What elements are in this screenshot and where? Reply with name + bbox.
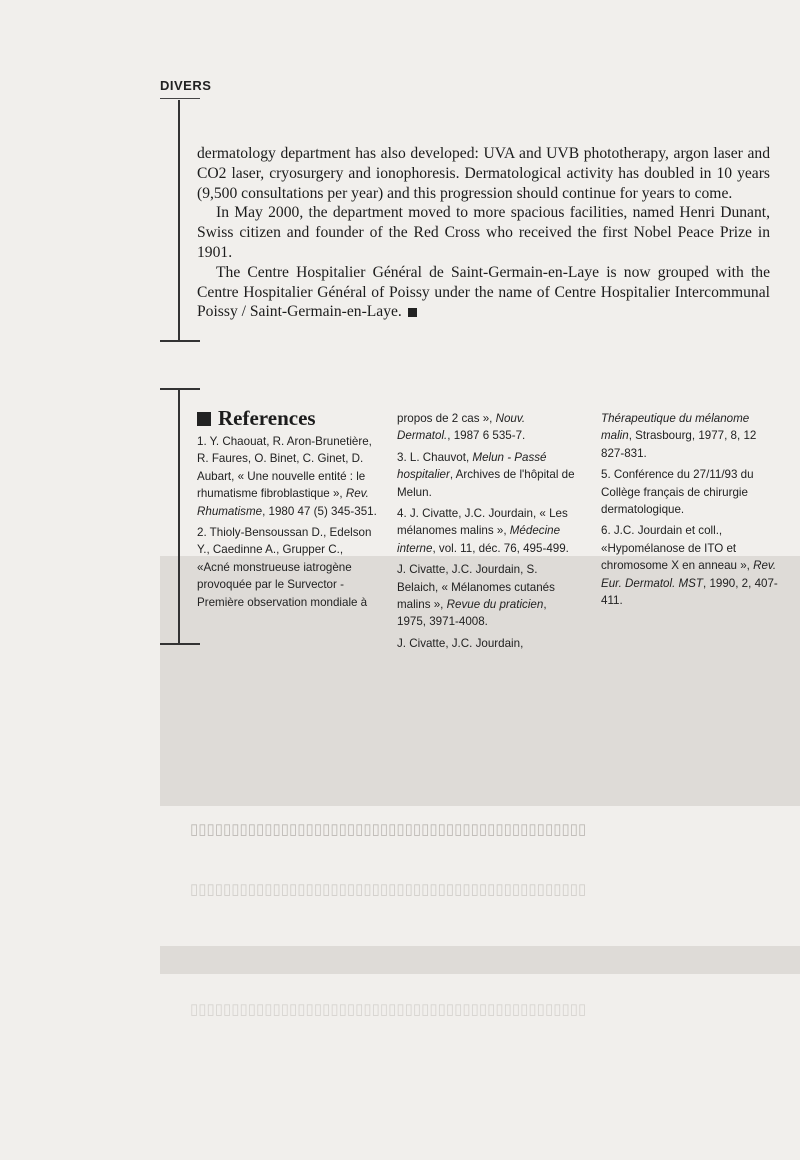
left-bracket-rule-lower bbox=[178, 388, 180, 643]
bracket-foot-upper bbox=[160, 340, 200, 342]
body-paragraph bbox=[197, 263, 770, 322]
reference-item: J. Civatte, J.C. Jourdain, S. Belaich, « Mélanomes cutanés malins », Revue du praticien, 1975, 3971-4008. bbox=[397, 563, 555, 629]
reference-item: 4. J. Civatte, J.C. Jourdain, « Les mélanomes malins », Médecine interne, vol. 11, déc. 76, 495-499. bbox=[397, 507, 569, 555]
references-column-2 bbox=[397, 410, 577, 656]
header-rule bbox=[160, 98, 200, 99]
end-of-article-square-icon bbox=[408, 308, 417, 317]
heading-square-icon bbox=[197, 412, 211, 426]
references-column-1 bbox=[197, 433, 377, 615]
reference-item: Thérapeutique du mélanome malin, Strasbourg, 1977, 8, 12 827-831. bbox=[601, 412, 757, 460]
reference-item: 6. J.C. Jourdain et coll., «Hypomélanose de ITO et chromosome X en anneau », Rev. Eur. Dermatol. MST, 1990, 2, 407-411. bbox=[601, 524, 778, 608]
reference-item: propos de 2 cas », Nouv. Dermatol., 1987 6 535-7. bbox=[397, 412, 526, 443]
bleed-through-text: ▯▯▯▯▯▯▯▯▯▯▯▯▯▯▯▯▯▯▯▯▯▯▯▯▯▯▯▯▯▯▯▯▯▯▯▯▯▯▯▯▯▯▯▯▯▯▯▯ bbox=[190, 822, 587, 838]
bracket-head-lower bbox=[160, 388, 200, 390]
left-bracket-rule-upper bbox=[178, 100, 180, 340]
section-label: DIVERS bbox=[160, 78, 212, 93]
bleed-through-text: ▯▯▯▯▯▯▯▯▯▯▯▯▯▯▯▯▯▯▯▯▯▯▯▯▯▯▯▯▯▯▯▯▯▯▯▯▯▯▯▯▯▯▯▯▯▯▯▯ bbox=[190, 1002, 587, 1018]
bracket-foot-lower bbox=[160, 643, 200, 645]
article-body bbox=[197, 144, 770, 322]
reference-item: 2. Thioly-Bensoussan D., Edelson Y., Caedinne A., Grupper C., «Acné monstrueuse iatrogène provoquée par le Survector - Première observation mondiale à bbox=[197, 526, 372, 609]
body-paragraph: dermatology department has also developed: UVA and UVB phototherapy, argon laser and CO2 laser, cryosurgery and ionophoresis. Dermatological activity has doubled in 10 years (9,500 consultations per year) and this progression should continue for years to come. bbox=[197, 145, 770, 202]
body-paragraph-text: The Centre Hospitalier Général de Saint-Germain-en-Laye is now grouped with the Centre Hospitalier Général of Poissy under the name of Centre Hospitalier Intercommunal Poissy / Saint-Germain-en-Laye. bbox=[197, 263, 770, 321]
reference-item: J. Civatte, J.C. Jourdain, bbox=[397, 636, 524, 650]
bleed-through-band bbox=[160, 946, 800, 974]
reference-item: 1. Y. Chaouat, R. Aron-Brunetière, R. Faures, O. Binet, C. Ginet, D. Aubart, « Une nouvelle entité : le rhumatisme fibroblastique », Rev. Rhumatisme, 1980 47 (5) 345-351. bbox=[197, 435, 377, 518]
reference-item: 3. L. Chauvot, Melun - Passé hospitalier, Archives de l'hôpital de Melun. bbox=[397, 450, 575, 499]
body-paragraph: In May 2000, the department moved to more spacious facilities, named Henri Dunant, Swiss citizen and founder of the Red Cross who received the first Nobel Peace Prize in 1901. bbox=[197, 204, 770, 261]
references-heading bbox=[197, 406, 316, 431]
reference-item: 5. Conférence du 27/11/93 du Collège français de chirurgie dermatologique. bbox=[601, 468, 754, 517]
references-title: References bbox=[218, 406, 316, 430]
references-column-3 bbox=[601, 410, 781, 613]
bleed-through-text: ▯▯▯▯▯▯▯▯▯▯▯▯▯▯▯▯▯▯▯▯▯▯▯▯▯▯▯▯▯▯▯▯▯▯▯▯▯▯▯▯▯▯▯▯▯▯▯▯ bbox=[190, 882, 587, 898]
